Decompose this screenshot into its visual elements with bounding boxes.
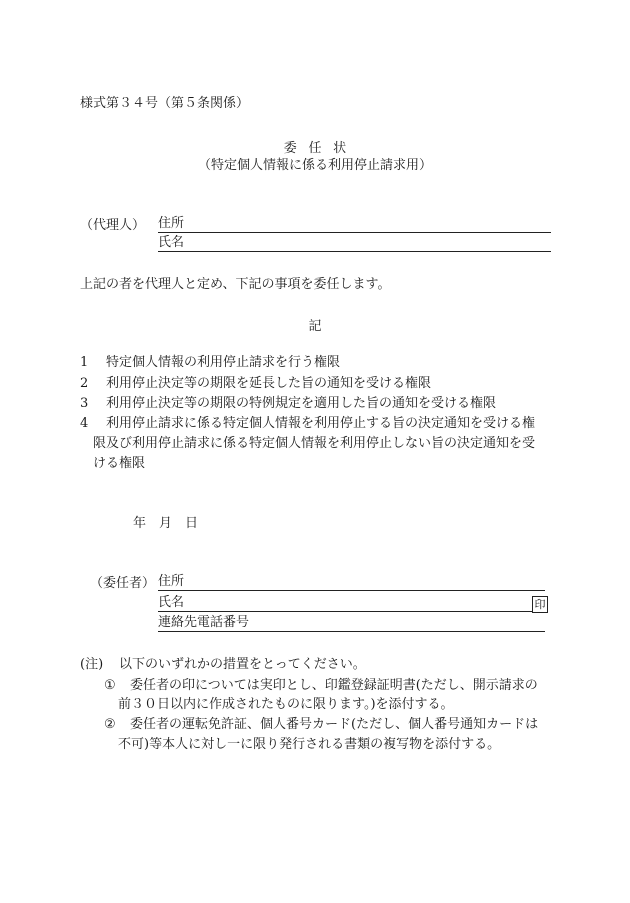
item-text-line: ける権限	[93, 456, 146, 471]
agent-name-label: 氏名	[158, 235, 185, 250]
principal-address-field[interactable]	[158, 575, 545, 591]
document-subtitle: （特定個人情報に係る利用停止請求用）	[197, 158, 432, 173]
date-year: 年	[133, 516, 147, 531]
item-number: 4	[80, 416, 89, 431]
item-number: 3	[80, 396, 89, 411]
note1-line1: 委任者の印については実印とし、印鑑登録証明書(ただし、開示請求の	[130, 678, 538, 693]
note1-line2: 前３０日以内に作成されたものに限ります。)を添付する。	[118, 697, 454, 712]
principal-phone-field[interactable]	[158, 616, 545, 632]
seal-mark: 印	[532, 596, 548, 613]
item-text-line: 利用停止請求に係る特定個人情報を利用停止する旨の決定通知を受ける権	[106, 416, 536, 431]
principal-name-label: 氏名	[158, 595, 185, 610]
note2-line1: 委任者の運転免許証、個人番号カード(ただし、個人番号通知カードは	[130, 717, 539, 732]
ki-heading: 記	[308, 319, 322, 334]
date-month: 月	[159, 516, 173, 531]
item-text: 利用停止決定等の期限の特例規定を適用した旨の通知を受ける権限	[106, 396, 497, 411]
note2-line2: 不可)等本人に対し一に限り発行される書類の複写物を添付する。	[118, 737, 501, 752]
item-text-line: 限及び利用停止請求に係る特定個人情報を利用停止しない旨の決定通知を受	[93, 436, 536, 451]
agent-address-label: 住所	[158, 216, 185, 231]
item-text: 特定個人情報の利用停止請求を行う権限	[106, 355, 341, 370]
item-number: 2	[80, 376, 89, 391]
note2-marker: ②	[104, 717, 116, 732]
item-number: 1	[80, 355, 89, 370]
agent-name-field[interactable]	[158, 236, 551, 252]
delegation-statement: 上記の者を代理人と定め、下記の事項を委任します。	[80, 277, 391, 292]
agent-address-field[interactable]	[158, 217, 551, 233]
principal-name-field[interactable]	[158, 596, 532, 612]
principal-address-label: 住所	[158, 574, 185, 589]
principal-label: （委任者）	[90, 576, 156, 591]
note1-marker: ①	[104, 678, 116, 693]
principal-phone-label: 連絡先電話番号	[158, 615, 250, 630]
note-intro: 以下のいずれかの措置をとってください。	[119, 657, 366, 672]
date-day: 日	[185, 516, 199, 531]
document-title: 委任状	[283, 141, 358, 156]
note-label: (注)	[80, 657, 104, 672]
agent-label: （代理人）	[80, 218, 146, 233]
form-number: 様式第３４号（第５条関係）	[80, 96, 250, 111]
item-text: 利用停止決定等の期限を延長した旨の通知を受ける権限	[106, 376, 432, 391]
